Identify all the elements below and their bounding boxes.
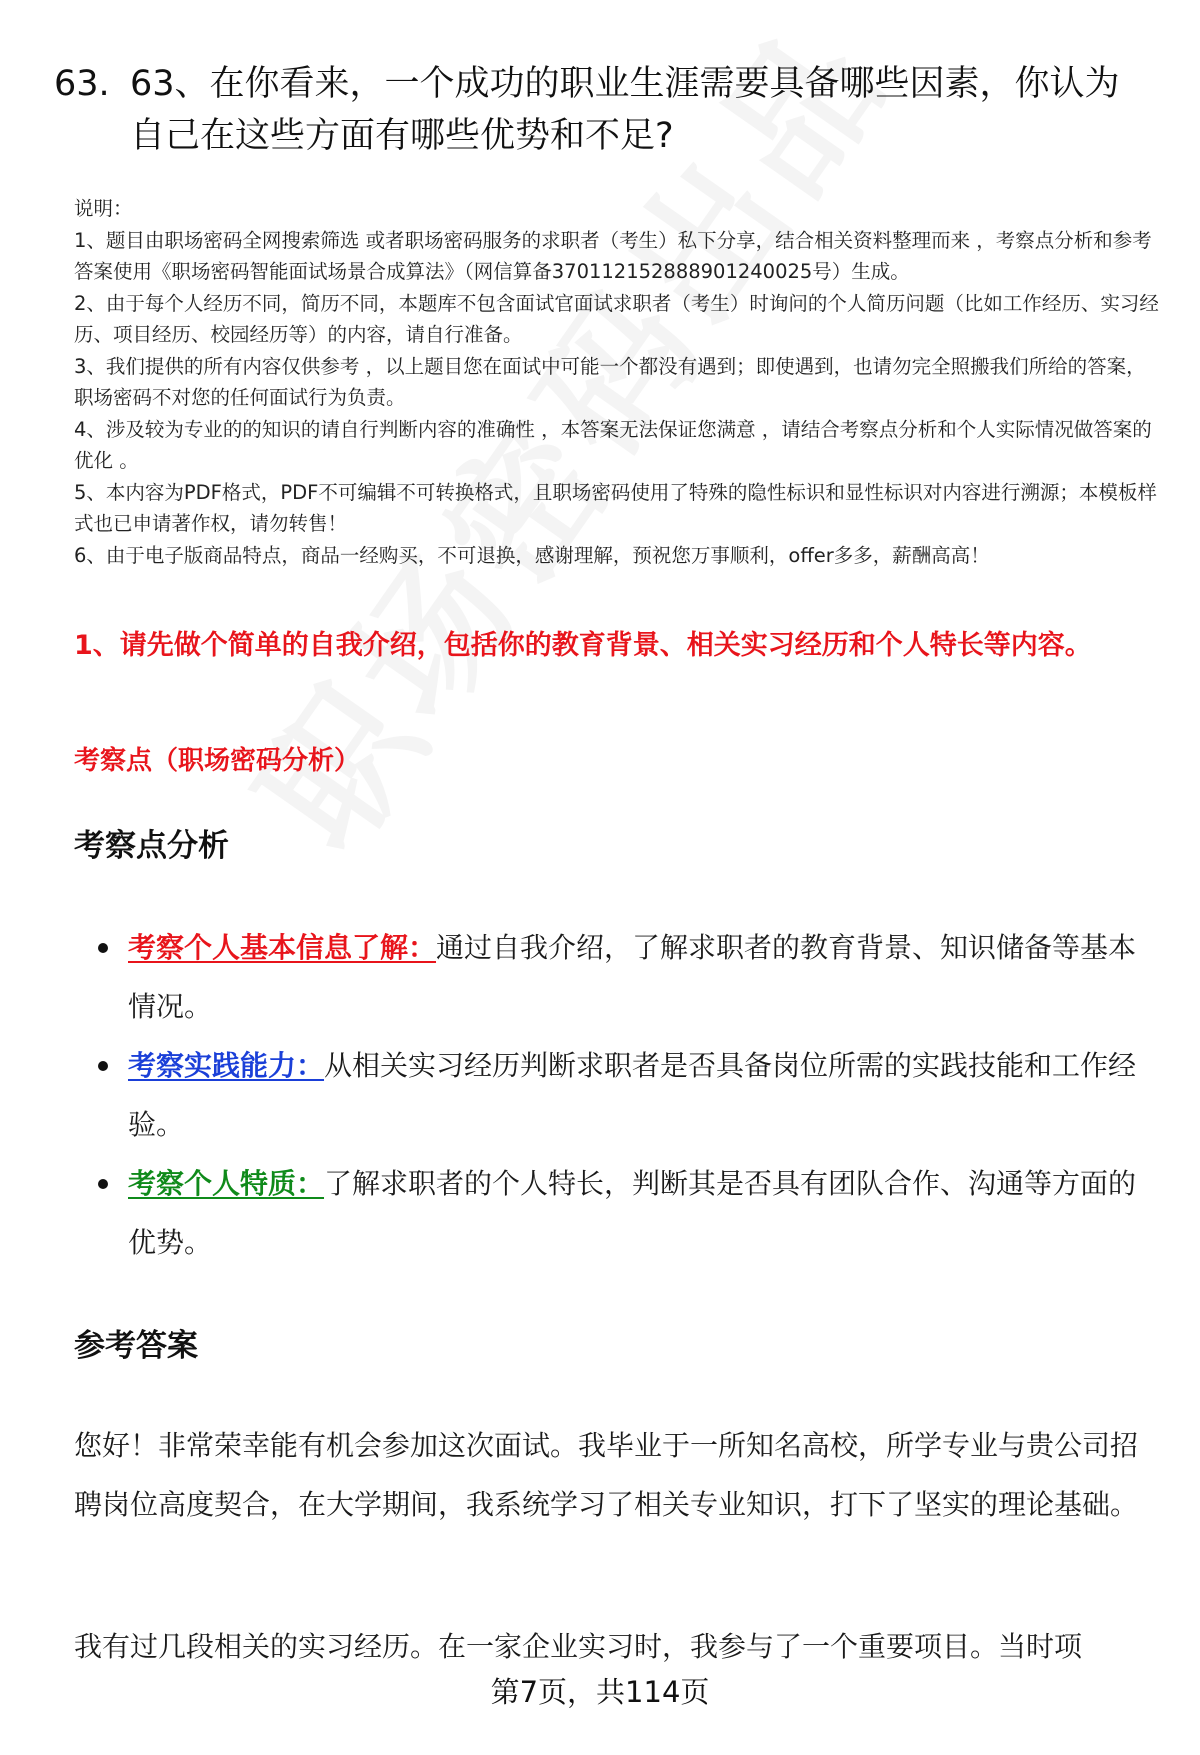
answer-paragraph: 我有过几段相关的实习经历。在一家企业实习时，我参与了一个重要项目。当时项 — [74, 1630, 1083, 1663]
bullet-text: 通过自我介绍，了解求职者的教育背景、知识储备等基本情况。 — [128, 931, 1137, 1023]
note-item: 4、涉及较为专业的的知识的请自行判断内容的准确性 ，本答案无法保证您满意 ，请结合考察点分析和个人实际情况做答案的优化 。 — [74, 417, 1152, 472]
analysis-bullet — [0, 1154, 1148, 1272]
notes-heading: 说明： — [74, 197, 133, 220]
bullet-text: 从相关实习经历判断求职者是否具备岗位所需的实践技能和工作经验。 — [128, 1049, 1137, 1141]
focus-label: 考察点（职场密码分析） — [74, 746, 361, 776]
sub-question: 1、请先做个简单的自我介绍，包括你的教育背景、相关实习经历和个人特长等内容。 — [74, 630, 1092, 661]
note-item: 6、由于电子版商品特点，商品一经购买，不可退换，感谢理解，预祝您万事顺利，offer多多，薪酬高高！ — [74, 543, 990, 567]
bullet-keyword: 考察个人基本信息了解： — [128, 931, 437, 964]
reference-heading: 参考答案 — [74, 1328, 198, 1364]
note-item: 5、本内容为PDF格式，PDF不可编辑不可转换格式，且职场密码使用了特殊的隐性标识和显性标识对内容进行溯源；本模板样式也已申请著作权，请勿转售！ — [74, 480, 1157, 535]
bullet-keyword: 考察个人特质： — [128, 1167, 325, 1200]
question-title — [54, 58, 1154, 162]
note-item: 1、题目由职场密码全网搜索筛选 或者职场密码服务的求职者（考生）私下分享，结合相关资料整理而来 ，考察点分析和参考答案使用《职场密码智能面试场景合成算法》（网信算备370112152888901240025号）生成。 — [74, 228, 1152, 283]
question-text: 63、在你看来，一个成功的职业生涯需要具备哪些因素，你认为自己在这些方面有哪些优势和不足? — [130, 64, 1120, 156]
analysis-bullet — [0, 918, 1148, 1036]
bullet-dot-icon — [98, 1179, 108, 1189]
answer-paragraph: 您好！非常荣幸能有机会参加这次面试。我毕业于一所知名高校，所学专业与贵公司招聘岗位高度契合，在大学期间，我系统学习了相关专业知识，打下了坚实的理论基础。 — [74, 1429, 1139, 1521]
analysis-list — [0, 918, 1200, 1272]
question-number: 63. — [54, 64, 110, 104]
page-footer: 第7页，共114页 — [490, 1675, 710, 1709]
bullet-text: 了解求职者的个人特长，判断其是否具有团队合作、沟通等方面的优势。 — [128, 1167, 1137, 1259]
note-item: 3、我们提供的所有内容仅供参考 ，以上题目您在面试中可能一个都没有遇到；即使遇到，也请勿完全照搬我们所给的答案，职场密码不对您的任何面试行为负责。 — [74, 354, 1146, 409]
bullet-dot-icon — [98, 943, 108, 953]
bullet-dot-icon — [98, 1061, 108, 1071]
analysis-bullet — [0, 1036, 1148, 1154]
bullet-keyword: 考察实践能力： — [128, 1049, 325, 1082]
analysis-heading: 考察点分析 — [74, 828, 229, 864]
notes-block — [74, 193, 1162, 571]
note-item: 2、由于每个人经历不同，简历不同，本题库不包含面试官面试求职者（考生）时询问的个人简历问题（比如工作经历、实习经历、项目经历、校园经历等）的内容，请自行准备。 — [74, 291, 1159, 346]
